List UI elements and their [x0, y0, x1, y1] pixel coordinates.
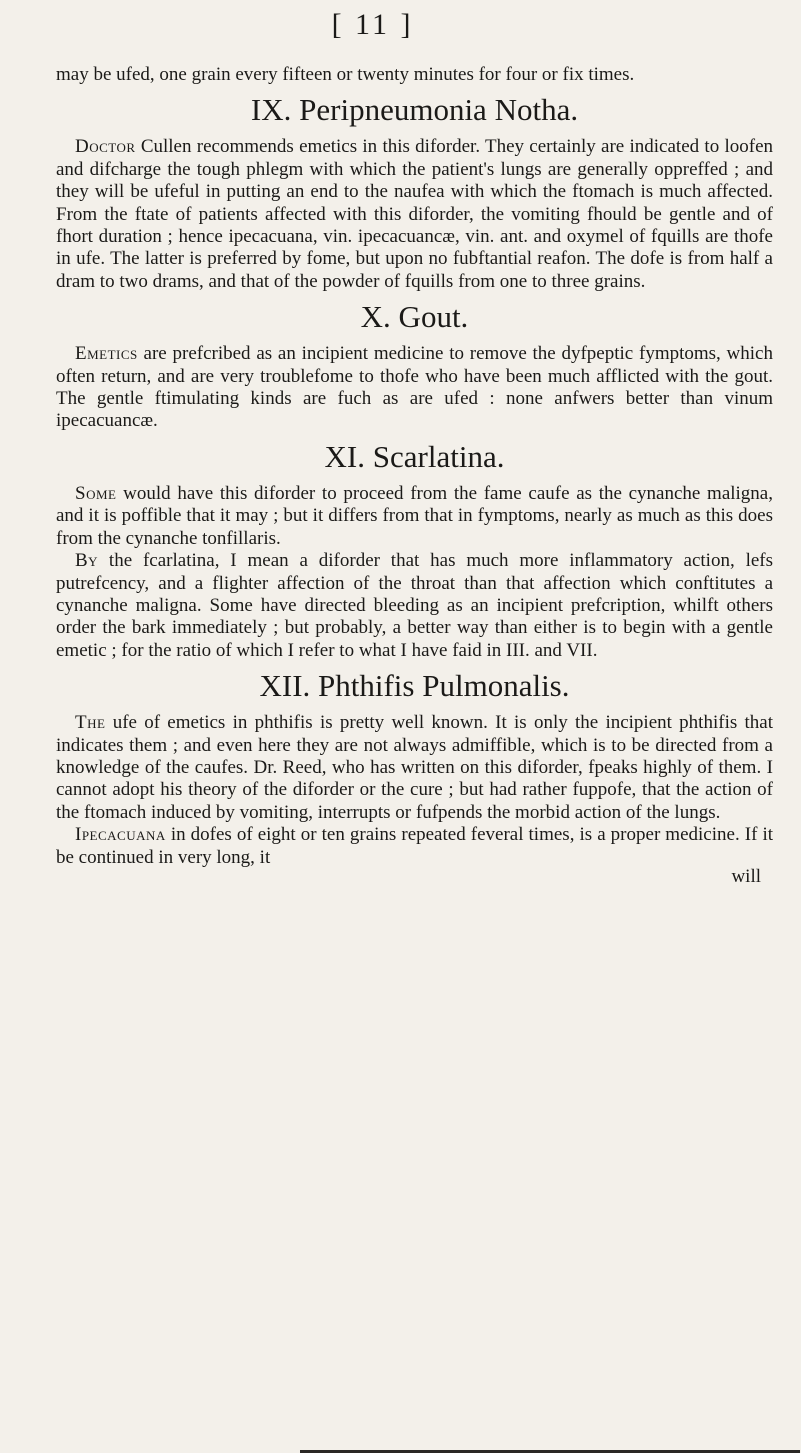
lead-word: Emetics — [75, 343, 138, 365]
section-heading-xii: XII. Phthifis Pulmonalis. — [259, 668, 570, 704]
paragraph — [56, 712, 773, 824]
paragraph-text: ufe of emetics in phthifis is pretty well known. It is only the incipient phthifis that indicates them ; and even here they are not always admiffible, which is to be directed from a knowledge of the caufes. Dr. Reed, who has written on this diforder, fpeaks highly of them. I cannot adopt his theory of the diforder or the cure ; but had rather fuppofe, that the action of the ftomach induced by vomiting, interrupts or fufpends the morbid action of the lungs. — [56, 712, 773, 823]
catchword: will — [731, 865, 761, 887]
paragraph — [56, 550, 773, 662]
lead-word: Some — [75, 482, 117, 504]
paragraph-text: the fcarlatina, I mean a diforder that has much more inflammatory action, lefs putrefcency, and a flighter affection of the throat than that affection which conftitutes a cynanche maligna. Some have directed bleeding as an incipient prefcription, whilft others order the bark immediately ; but probably, a better way than either is to begin with a gentle emetic ; for the ratio of which I refer to what I have faid in III. and VII. — [56, 550, 773, 661]
body-text — [56, 64, 773, 887]
lead-word: By — [75, 550, 99, 572]
opening-paragraph: may be ufed, one grain every fifteen or twenty minutes for four or fix times. — [56, 64, 635, 85]
paragraph-text: are prefcribed as an incipient medicine to remove the dyfpeptic fymptoms, which often return, and are very troublefome to thofe who have been much afflicted with the gout. The gentle ftimulating kinds are fuch as are ufed : none anfwers better than vinum ipecacuancæ. — [56, 343, 773, 432]
paragraph-text: in dofes of eight or ten grains repeated feveral times, is a proper medicine. If it be continued in very long, it — [56, 824, 773, 868]
lead-word: The — [75, 712, 106, 734]
lead-word: Doctor — [75, 136, 136, 158]
paragraph — [56, 136, 773, 293]
section-heading-x: X. Gout. — [360, 299, 469, 335]
page-number: [ 11 ] — [331, 8, 414, 41]
paragraph-text: would have this diforder to proceed from the fame caufe as the cynanche maligna, and it is poffible that it may ; but it differs from that in fymptoms, nearly as much as this does from the cynanche tonfillaris. — [56, 482, 773, 549]
lead-word: Ipecacuana — [75, 824, 166, 846]
section-heading-ix: IX. Peripneumonia Notha. — [250, 92, 579, 128]
section-heading-xi: XI. Scarlatina. — [324, 438, 505, 474]
paragraph — [56, 343, 773, 433]
paragraph — [56, 483, 773, 550]
paragraph-text: Cullen recommends emetics in this diforder. They certainly are indicated to loofen and difcharge the tough phlegm with which the patient's lungs are generally oppreffed ; and they will be ufeful in putting an end to the naufea with which the ftomach is much affected. From the ftate of patients affected with this diforder, the vomiting fhould be gentle and of fhort duration ; hence ipecacuana, vin. ipecacuancæ, vin. ant. and oxymel of fquills are thofe in ufe. The latter is preferred by fome, but upon no fubftantial reafon. The dofe is from half a dram to two drams, and that of the powder of fquills from one to three grains. — [56, 136, 773, 292]
paragraph — [56, 824, 773, 869]
